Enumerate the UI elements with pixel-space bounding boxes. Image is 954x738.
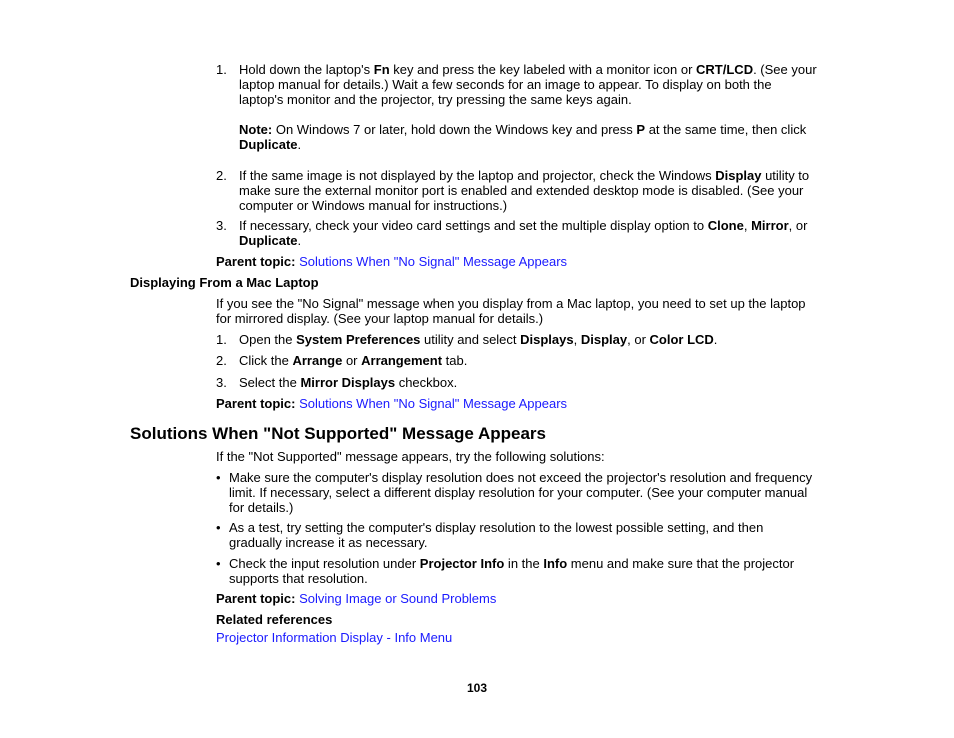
step-text: laptop's monitor and the projector, try pressing the same keys again. — [239, 92, 632, 107]
bullet-dot: • — [216, 556, 221, 571]
bullet-text: for details.) — [229, 500, 294, 515]
bullet-dot: • — [216, 470, 221, 485]
parent-topic-link[interactable]: Solutions When "No Signal" Message Appears — [299, 396, 568, 411]
intro-text: If the "Not Supported" message appears, try the following solutions: — [216, 449, 605, 464]
step-number: 3. — [216, 375, 227, 390]
main-heading: Solutions When "Not Supported" Message Appears — [130, 424, 546, 443]
step-text: Click the Arrange or Arrangement tab. — [239, 353, 468, 368]
note-text: Duplicate. — [239, 137, 302, 152]
step-text: laptop manual for details.) Wait a few seconds for an image to appear. To display on both the — [239, 77, 772, 92]
step-number: 2. — [216, 168, 227, 183]
intro-text: for mirrored display. (See your laptop manual for details.) — [216, 311, 544, 326]
step-number: 3. — [216, 218, 227, 233]
parent-topic — [216, 254, 567, 269]
parent-topic-label: Parent topic: — [216, 396, 296, 411]
bullet-text: Check the input resolution under Projector Info in the Info menu and make sure that the projector — [229, 556, 795, 571]
parent-topic-label: Parent topic: — [216, 591, 296, 606]
bullet-text: Make sure the computer's display resolution does not exceed the projector's resolution and frequency — [229, 470, 813, 485]
related-references-label: Related references — [216, 612, 333, 627]
step-number: 1. — [216, 62, 227, 77]
step-number: 1. — [216, 332, 227, 347]
note-text: Note: On Windows 7 or later, hold down the Windows key and press P at the same time, then click — [239, 122, 807, 137]
parent-topic-link[interactable]: Solving Image or Sound Problems — [299, 591, 497, 606]
related-reference-link[interactable]: Projector Information Display - Info Menu — [216, 630, 453, 645]
page-number: 103 — [467, 681, 488, 695]
bullet-text: supports that resolution. — [229, 571, 368, 586]
step-text: Select the Mirror Displays checkbox. — [239, 375, 458, 390]
step-text: make sure the external monitor port is enabled and extended desktop mode is disabled. (See your — [239, 183, 804, 198]
parent-topic — [216, 396, 567, 411]
section-heading: Displaying From a Mac Laptop — [130, 275, 319, 290]
bullet-text: gradually increase it as necessary. — [229, 535, 428, 550]
bullet-dot: • — [216, 520, 221, 535]
step-number: 2. — [216, 353, 227, 368]
step-text: Open the System Preferences utility and select Displays, Display, or Color LCD. — [239, 332, 718, 347]
intro-text: If you see the "No Signal" message when you display from a Mac laptop, you need to set up the laptop — [216, 296, 806, 311]
parent-topic — [216, 591, 496, 606]
step-text: computer or Windows manual for instructions.) — [239, 198, 508, 213]
step-text: Hold down the laptop's Fn key and press the key labeled with a monitor icon or CRT/LCD. (See your — [239, 62, 817, 77]
bullet-text: limit. If necessary, select a different display resolution for your computer. (See your computer manual — [229, 485, 808, 500]
step-text: If necessary, check your video card settings and set the multiple display option to Clone, Mirror, or — [239, 218, 808, 233]
parent-topic-link[interactable]: Solutions When "No Signal" Message Appears — [299, 254, 568, 269]
bullet-text: As a test, try setting the computer's display resolution to the lowest possible setting, and then — [229, 520, 764, 535]
step-text: If the same image is not displayed by the laptop and projector, check the Windows Display utility to — [239, 168, 810, 183]
step-text: Duplicate. — [239, 233, 302, 248]
parent-topic-label: Parent topic: — [216, 254, 296, 269]
